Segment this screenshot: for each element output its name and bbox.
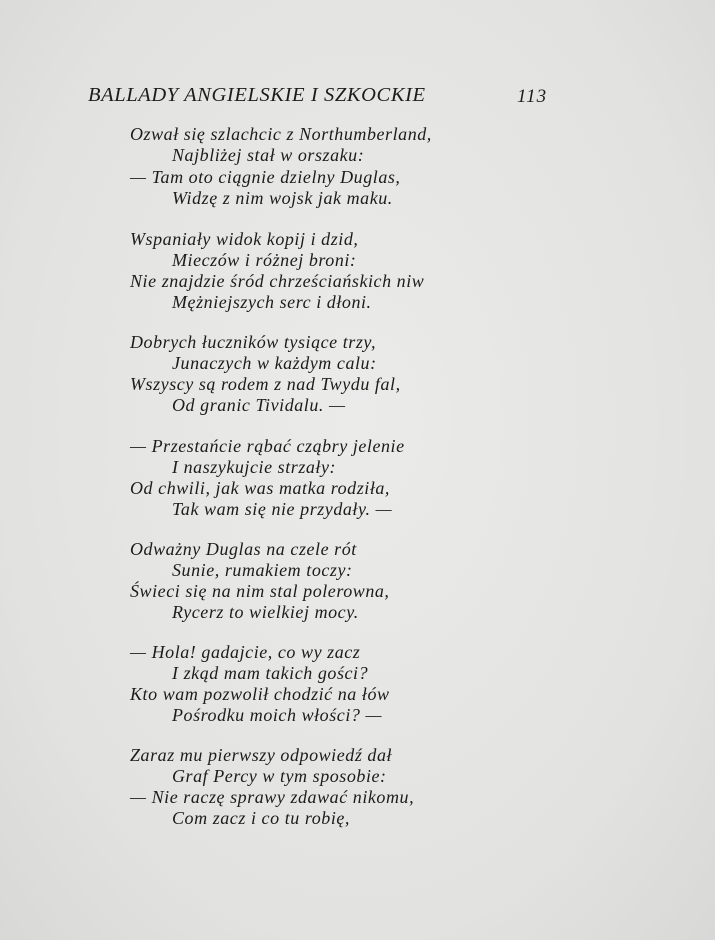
poem-line: Odważny Duglas na czele rót [130, 539, 357, 559]
poem-line: Mieczów i różnej broni: [172, 250, 357, 270]
poem-line: Com zacz i co tu robię, [172, 808, 350, 828]
poem-line: — Przestańcie rąbać cząbry jelenie [130, 436, 405, 456]
poem-line: Wspaniały widok kopij i dzid, [130, 229, 359, 249]
poem-line: Nie znajdzie śród chrześciańskich niw [130, 271, 425, 291]
poem-line: Sunie, rumakiem toczy: [172, 560, 353, 580]
poem-line: Wszyscy są rodem z nad Twydu fal, [130, 374, 401, 394]
running-header-title: BALLADY ANGIELSKIE I SZKOCKIE [88, 84, 426, 106]
poem-line: Pośrodku moich włości? — [172, 705, 383, 725]
poem-line: Dobrych łuczników tysiące trzy, [130, 332, 377, 352]
poem-line: Tak wam się nie przydały. — [172, 499, 393, 519]
poem-line: Od granic Tividalu. — [172, 395, 346, 415]
poem-line: Ozwał się szlachcic z Northumberland, [130, 124, 432, 144]
poem-line: I zkąd mam takich gości? [172, 663, 369, 683]
poem-line: Widzę z nim wojsk jak maku. [172, 188, 393, 208]
poem-line: Zaraz mu pierwszy odpowiedź dał [130, 745, 393, 765]
poem-line: Junaczych w każdym calu: [172, 353, 377, 373]
poem-line: Mężniejszych serc i dłoni. [172, 292, 372, 312]
poem-line: Graf Percy w tym sposobie: [172, 766, 387, 786]
poem-line: — Nie raczę sprawy zdawać nikomu, [130, 787, 415, 807]
poem-line: Najbliżej stał w orszaku: [172, 145, 365, 165]
poem-line: Rycerz to wielkiej mocy. [172, 602, 359, 622]
poem-line: — Tam oto ciągnie dzielny Duglas, [130, 167, 401, 187]
poem-line: Świeci się na nim stal polerowna, [130, 581, 390, 601]
poem-line: Kto wam pozwolił chodzić na łów [130, 684, 390, 704]
poem-line: Od chwili, jak was matka rodziła, [130, 478, 390, 498]
poem-line: I naszykujcie strzały: [172, 457, 337, 477]
poem-line: — Hola! gadajcie, co wy zacz [130, 642, 361, 662]
page-number: 113 [517, 86, 548, 107]
